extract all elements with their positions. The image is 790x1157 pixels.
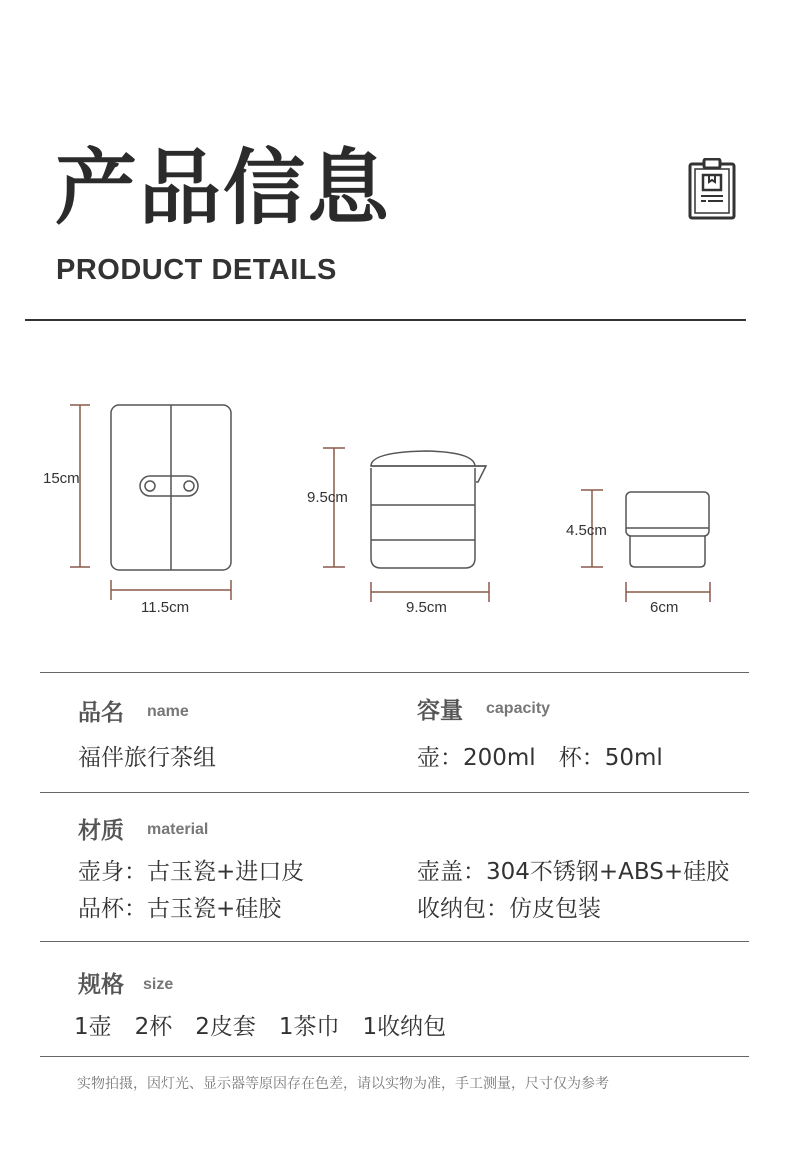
cup-width-label: 6cm — [650, 599, 679, 616]
capacity-title: 容量 — [417, 698, 463, 724]
footnote-disclaimer: 实物拍摄，因灯光、显示器等原因存在色差，请以实物为准，手工测量，尺寸仅为参考 — [77, 1076, 609, 1092]
capacity-subtitle: capacity — [486, 700, 551, 717]
size-subtitle: size — [143, 976, 174, 993]
material-title: 材质 — [78, 818, 124, 844]
material-pot-lid: 壶盖：304不锈钢+ABS+硅胶 — [417, 859, 730, 885]
name-subtitle: name — [147, 703, 189, 720]
size-value: 1壶 2杯 2皮套 1茶巾 1收纳包 — [74, 1014, 447, 1040]
name-value: 福伴旅行茶组 — [78, 745, 216, 771]
pot-width-label: 9.5cm — [406, 599, 447, 616]
clipboard-box-icon — [688, 158, 736, 220]
header-divider — [25, 319, 746, 321]
capacity-value: 壶：200ml 杯：50ml — [417, 745, 663, 771]
page-subtitle: PRODUCT DETAILS — [56, 254, 337, 286]
spec-divider-top — [40, 672, 749, 673]
page-title: 产品信息 — [55, 141, 392, 236]
spec-divider-2 — [40, 941, 749, 942]
product-dimension-drawings — [0, 380, 790, 630]
cup-height-label: 4.5cm — [566, 522, 607, 539]
name-title: 品名 — [78, 700, 124, 726]
material-cup: 品杯：古玉瓷+硅胶 — [78, 896, 282, 922]
teapot-drawing — [323, 448, 489, 602]
cup-drawing — [581, 490, 710, 602]
material-pot-body: 壶身：古玉瓷+进口皮 — [78, 859, 305, 885]
size-title: 规格 — [78, 972, 124, 998]
material-subtitle: material — [147, 821, 209, 838]
case-height-label: 15cm — [43, 470, 80, 487]
material-bag: 收纳包：仿皮包装 — [417, 896, 601, 922]
spec-divider-1 — [40, 792, 749, 793]
case-width-label: 11.5cm — [141, 599, 190, 616]
spec-divider-bottom — [40, 1056, 749, 1057]
case-drawing — [70, 405, 231, 600]
pot-height-label: 9.5cm — [307, 489, 348, 506]
